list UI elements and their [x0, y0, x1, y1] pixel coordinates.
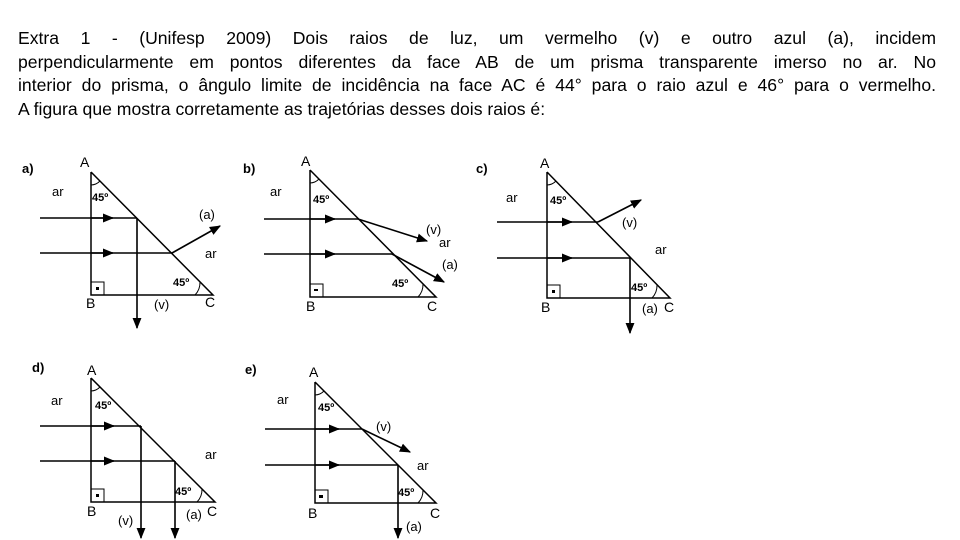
option-label: e) [245, 362, 257, 377]
angle-arc-top [547, 181, 556, 185]
ray-exit-refracted [358, 219, 427, 241]
medium-label-left: ar [52, 184, 64, 199]
ray-label-1: (v) [426, 222, 442, 237]
vertex-b: B [87, 503, 97, 519]
prism-triangle [91, 378, 215, 502]
ray-label-refracted: (a) [199, 207, 215, 222]
vertex-c: C [205, 294, 216, 310]
question-line: A figura que mostra corretamente as trajetórias desses dois raios é: [18, 98, 546, 119]
angle-arc-top [315, 391, 324, 395]
angle-arc-top [310, 179, 319, 183]
prism-triangle [315, 382, 436, 503]
option-label: c) [476, 161, 488, 176]
angle-arc-bottom [418, 490, 423, 503]
medium-label-right: ar [417, 458, 429, 473]
right-angle-dot [314, 289, 318, 291]
vertex-a: A [301, 153, 311, 169]
vertex-b: B [308, 505, 318, 521]
angle-label-bottom: 45º [631, 282, 648, 294]
ray-label-2: (a) [406, 519, 422, 534]
option-label: d) [32, 360, 45, 375]
angle-label-top: 45º [313, 194, 330, 206]
medium-label-right: ar [205, 447, 217, 462]
prism-triangle [547, 172, 670, 298]
figure-option-c [476, 155, 674, 333]
angle-arc-bottom [197, 489, 202, 502]
angle-arc-bottom [652, 285, 657, 298]
prism-triangle [310, 170, 436, 297]
angle-label-top: 45º [550, 195, 567, 207]
vertex-b: B [541, 299, 551, 315]
ray-label-1: (v) [118, 513, 134, 528]
vertex-c: C [664, 299, 675, 315]
ray-label-2: (a) [642, 301, 658, 316]
figure-option-a [22, 154, 220, 328]
angle-label-top: 45º [95, 400, 112, 412]
ray-label-down: (v) [154, 297, 170, 312]
angle-arc-bottom [195, 282, 200, 295]
vertex-a: A [80, 154, 90, 170]
right-angle-dot [319, 495, 323, 498]
medium-label-left: ar [51, 393, 63, 408]
vertex-c: C [207, 503, 218, 519]
prism-triangle [91, 172, 213, 295]
angle-label-top: 45º [92, 192, 109, 204]
vertex-a: A [540, 155, 550, 171]
right-angle-dot [96, 287, 99, 290]
angle-label-bottom: 45º [173, 277, 190, 289]
option-label: b) [243, 161, 256, 176]
ray-label-2: (a) [186, 507, 202, 522]
angle-arc-top [91, 387, 100, 391]
medium-label-left: ar [270, 184, 282, 199]
ray-label-2: (a) [442, 257, 458, 272]
ray-label-1: (v) [376, 419, 392, 434]
medium-label-left: ar [277, 392, 289, 407]
vertex-b: B [86, 295, 96, 311]
ray-label-1: (v) [622, 215, 638, 230]
option-label: a) [22, 161, 34, 176]
question-line: interior do prisma, o ângulo limite de incidência na face AC é 44° para o raio azul e 46° para o vermelho. [18, 75, 936, 95]
vertex-c: C [427, 298, 438, 314]
medium-label-right: ar [439, 235, 451, 250]
vertex-a: A [309, 364, 319, 380]
medium-label-right: ar [205, 246, 217, 261]
question-line: Extra 1 - (Unifesp 2009) Dois raios de luz, um vermelho (v) e outro azul (a), incidem [18, 28, 936, 48]
figure-option-e [245, 362, 440, 538]
right-angle-dot [552, 290, 555, 293]
figure-option-b [243, 153, 458, 314]
angle-arc-top [91, 181, 100, 185]
vertex-c: C [430, 505, 441, 521]
angle-label-bottom: 45º [175, 486, 192, 498]
vertex-a: A [87, 362, 97, 378]
angle-label-bottom: 45º [398, 487, 415, 499]
angle-label-bottom: 45º [392, 278, 409, 290]
figure-option-d [32, 360, 217, 538]
angle-arc-bottom [418, 284, 423, 297]
medium-label-left: ar [506, 190, 518, 205]
medium-label-right: ar [655, 242, 667, 257]
vertex-b: B [306, 298, 316, 314]
angle-label-top: 45º [318, 402, 335, 414]
question-line: perpendicularmente em pontos diferentes da face AB de um prisma transparente imerso no ar. No [18, 51, 936, 72]
right-angle-dot [96, 494, 99, 497]
